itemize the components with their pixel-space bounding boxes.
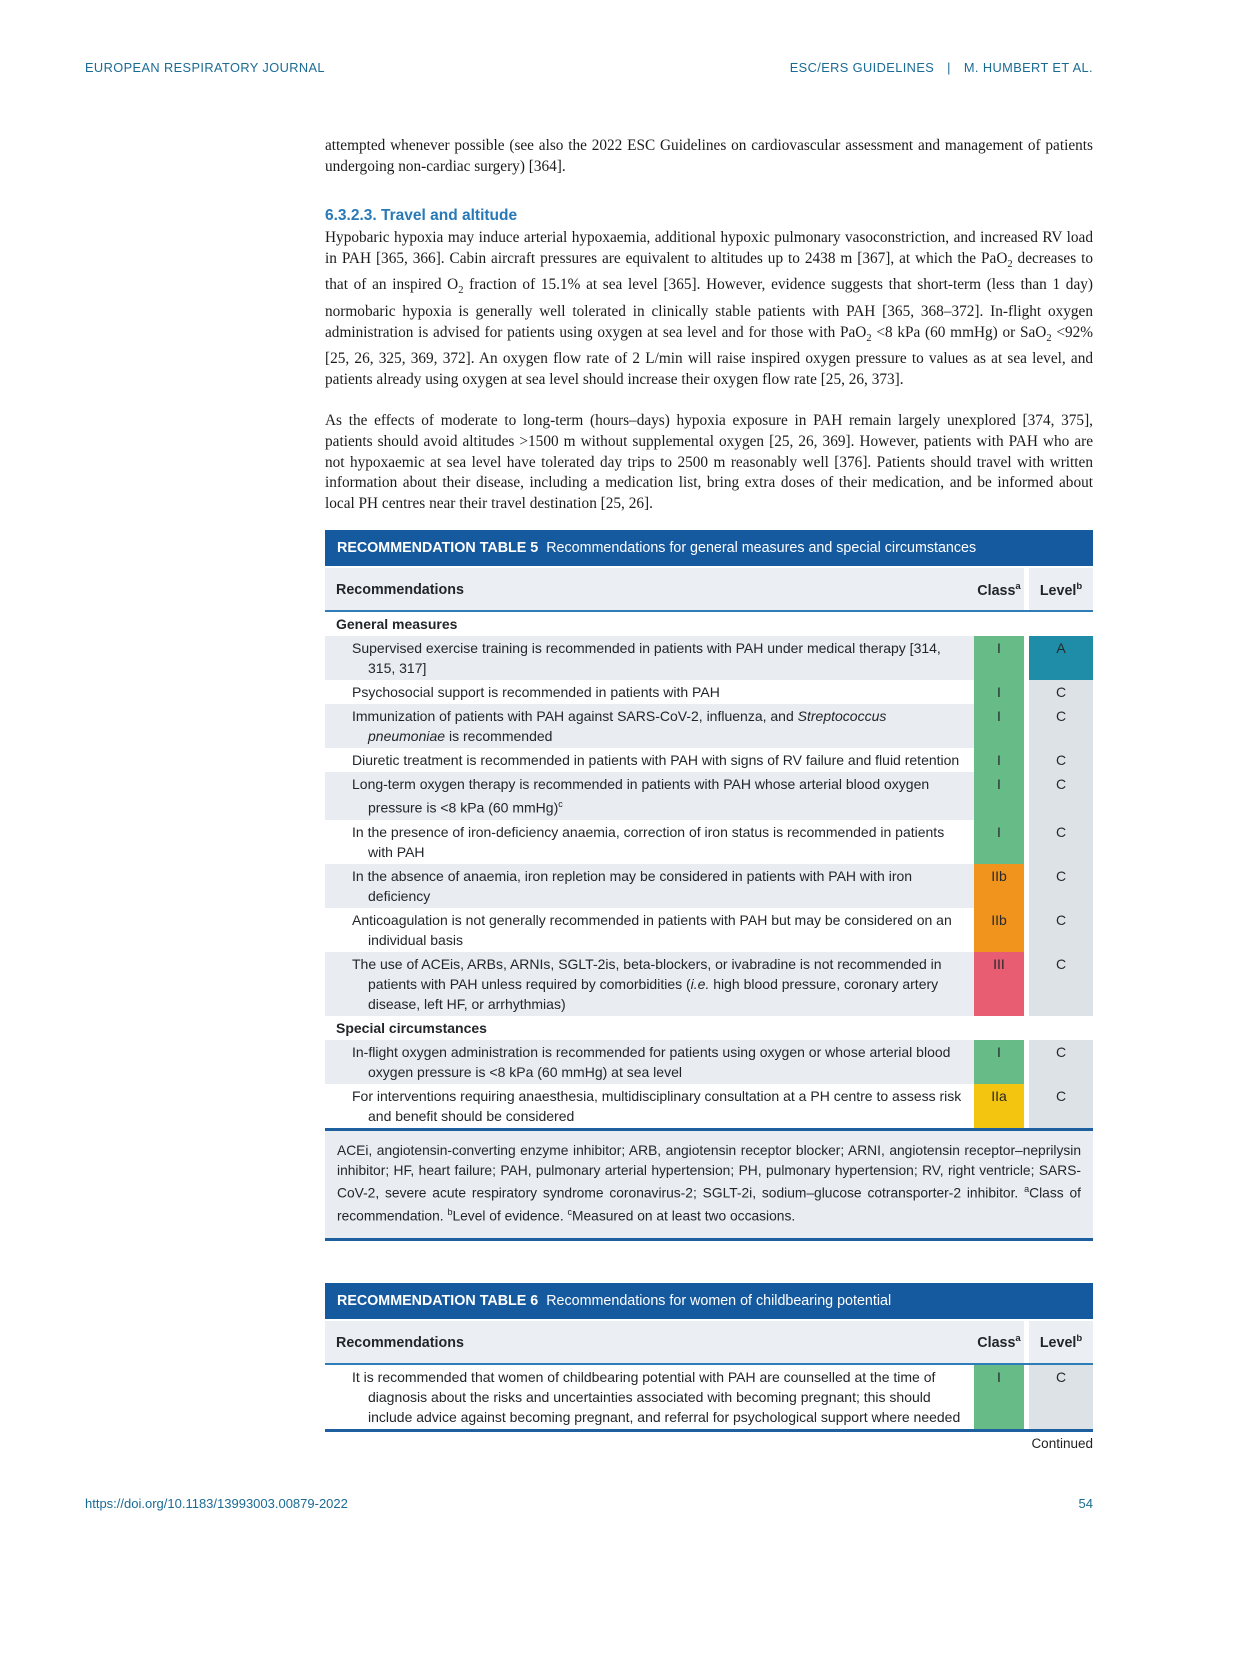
table-row	[325, 908, 1093, 952]
recommendation-text: Psychosocial support is recommended in patients with PAH	[325, 680, 974, 704]
recommendation-text: In-flight oxygen administration is recommended for patients using oxygen or whose arterial blood oxygen pressure is <8 kPa (60 mmHg) at sea level	[325, 1040, 974, 1084]
level-cell: C	[1029, 952, 1093, 1016]
article-body	[325, 136, 1093, 1451]
table-6-body	[325, 1365, 1093, 1432]
class-cell: I	[974, 704, 1024, 748]
class-cell: I	[974, 680, 1024, 704]
table-row	[325, 680, 1093, 704]
table-5-body	[325, 612, 1093, 1131]
recommendation-text: The use of ACEis, ARBs, ARNIs, SGLT-2is, beta-blockers, or ivabradine is not recommended in patients with PAH unless required by comorbidities (i.e. high blood pressure, coronary artery disease, left HF, or arrhythmias)	[325, 952, 974, 1016]
level-cell: A	[1029, 636, 1093, 680]
table-row	[325, 636, 1093, 680]
level-cell: C	[1029, 1040, 1093, 1084]
class-cell: I	[974, 820, 1024, 864]
column-level: Level$^b$	[1039, 580, 1083, 599]
recommendation-text: For interventions requiring anaesthesia, multidisciplinary consultation at a PH centre to assess risk and benefit should be considered	[325, 1084, 974, 1128]
table-5-column-header	[325, 568, 1093, 612]
running-header-right	[790, 60, 1093, 75]
recommendation-table-6	[325, 1283, 1093, 1432]
table-section-header: Special circumstances	[325, 1016, 1093, 1040]
column-recommendations: Recommendations	[336, 582, 464, 599]
recommendation-text: Anticoagulation is not generally recommended in patients with PAH but may be considered on an individual basis	[325, 908, 974, 952]
column-class: Class$^a$	[977, 1333, 1021, 1352]
table-6-column-header	[325, 1321, 1093, 1365]
recommendation-text: Supervised exercise training is recommended in patients with PAH under medical therapy [314, 315, 317]	[325, 636, 974, 680]
level-cell: C	[1029, 704, 1093, 748]
table-section-header: General measures	[325, 612, 1093, 636]
class-cell: I	[974, 1040, 1024, 1084]
recommendation-text: In the presence of iron-deficiency anaemia, correction of iron status is recommended in patients with PAH	[325, 820, 974, 864]
column-class: Class$^a$	[977, 580, 1021, 599]
column-level: Level$^b$	[1039, 1333, 1083, 1352]
class-cell: I	[974, 636, 1024, 680]
table-5-title-text: Recommendations for general measures and special circumstances	[546, 540, 977, 557]
table-row	[325, 864, 1093, 908]
class-cell: IIa	[974, 1084, 1024, 1128]
table-6-title-label: RECOMMENDATION TABLE 6	[337, 1293, 539, 1310]
section-heading: 6.3.2.3. Travel and altitude	[325, 207, 518, 225]
recommendation-text: Long-term oxygen therapy is recommended in patients with PAH whose arterial blood oxygen pressure is <8 kPa (60 mmHg)$^c$	[325, 772, 974, 820]
paragraph-continued: attempted whenever possible (see also the 2022 ESC Guidelines on cardiovascular assessment and management of patients undergoing non-cardiac surgery) [364].	[325, 137, 1093, 175]
class-cell: I	[974, 772, 1024, 820]
header-separator: |	[947, 60, 951, 75]
continued-label: Continued	[1031, 1436, 1093, 1452]
page-number: 54	[1078, 1496, 1093, 1511]
class-cell: I	[974, 1365, 1024, 1429]
level-cell: C	[1029, 864, 1093, 908]
paragraph-altitude: As the effects of moderate to long-term (hours–days) hypoxia exposure in PAH remain largely unexplored [374, 375], patients should avoid altitudes >1500 m without supplemental oxygen [25, 26, 369]. However, patients with PAH who are not hypoxaemic at sea level have tolerated day trips to 2500 m reasonably well [376]. Patients should travel with written information about their disease, including a medication list, bring extra doses of their medication, and be informed about local PH centres near their travel destination [25, 26].	[325, 412, 1093, 512]
table-row	[325, 1040, 1093, 1084]
level-cell: C	[1029, 1084, 1093, 1128]
class-cell: I	[974, 748, 1024, 772]
level-cell: C	[1029, 908, 1093, 952]
recommendation-text: In the absence of anaemia, iron repletion may be considered in patients with PAH with iron deficiency	[325, 864, 974, 908]
class-cell: III	[974, 952, 1024, 1016]
table-row	[325, 952, 1093, 1016]
table-row	[325, 1084, 1093, 1128]
level-cell: C	[1029, 772, 1093, 820]
level-cell: C	[1029, 820, 1093, 864]
recommendation-text: Diuretic treatment is recommended in patients with PAH with signs of RV failure and fluid retention	[325, 748, 974, 772]
table-row	[325, 772, 1093, 820]
table-5-footnote: ACEi, angiotensin-converting enzyme inhibitor; ARB, angiotensin receptor blocker; ARNI, angiotensin receptor–neprilysin inhibitor; HF, heart failure; PAH, pulmonary arterial hypertension; PH, pulmonary hypertension; RV, right ventricle; SARS-CoV-2, severe acute respiratory syndrome coronavirus-2; SGLT-2i, sodium–glucose cotransporter-2 inhibitor. $^a$Class of recommendation. $^b$Level of evidence. $^c$Measured on at least two occasions.	[325, 1131, 1093, 1241]
class-cell: IIb	[974, 864, 1024, 908]
table-6-title-bar	[325, 1283, 1093, 1319]
running-header	[85, 60, 1093, 75]
table-row	[325, 748, 1093, 772]
series-label: ESC/ERS GUIDELINES	[789, 60, 935, 75]
recommendation-text: It is recommended that women of childbearing potential with PAH are counselled at the time of diagnosis about the risks and uncertainties associated with becoming pregnant; this should include advice against becoming pregnant, and referral for psychological support where needed	[325, 1365, 974, 1429]
recommendation-text: Immunization of patients with PAH against SARS-CoV-2, influenza, and Streptococcus pneumoniae is recommended	[325, 704, 974, 748]
table-6-title-text: Recommendations for women of childbearing potential	[546, 1293, 892, 1310]
table-row	[325, 1365, 1093, 1429]
table-row	[325, 820, 1093, 864]
level-cell: C	[1029, 680, 1093, 704]
table-5-title-bar	[325, 530, 1093, 566]
class-cell: IIb	[974, 908, 1024, 952]
table-row	[325, 704, 1093, 748]
journal-name: EUROPEAN RESPIRATORY JOURNAL	[85, 60, 325, 75]
authors-label: M. HUMBERT ET AL.	[963, 60, 1093, 75]
paragraph-hypobaric: Hypobaric hypoxia may induce arterial hypoxaemia, additional hypoxic pulmonary vasoconstriction, and increased RV load in PAH [365, 366]. Cabin aircraft pressures are equivalent to altitudes up to 2438 m [367], at which the PaO$_2$ decreases to that of an inspired $O_2$ fraction of 15.1% at sea level [365]. However, evidence suggests that short-term (less than 1 day) normobaric hypoxia is generally well tolerated in clinically stable patients with PAH [365, 368–372]. In-flight oxygen administration is advised for patients using oxygen at sea level and for those with PaO$_2$ <8 kPa (60 mmHg) or SaO$_2$ <92% [25, 26, 325, 369, 372]. An oxygen flow rate of 2 L/min will raise inspired oxygen pressure to values as at sea level, and patients already using oxygen at sea level should increase their oxygen flow rate [25, 26, 373].	[325, 229, 1094, 388]
running-footer	[85, 1496, 1093, 1511]
column-recommendations: Recommendations	[336, 1335, 464, 1352]
level-cell: C	[1029, 1365, 1093, 1429]
level-cell: C	[1029, 748, 1093, 772]
table-5-title-label: RECOMMENDATION TABLE 5	[337, 540, 539, 557]
doi-link[interactable]: https://doi.org/10.1183/13993003.00879-2022	[85, 1496, 348, 1511]
recommendation-table-5	[325, 530, 1093, 1241]
